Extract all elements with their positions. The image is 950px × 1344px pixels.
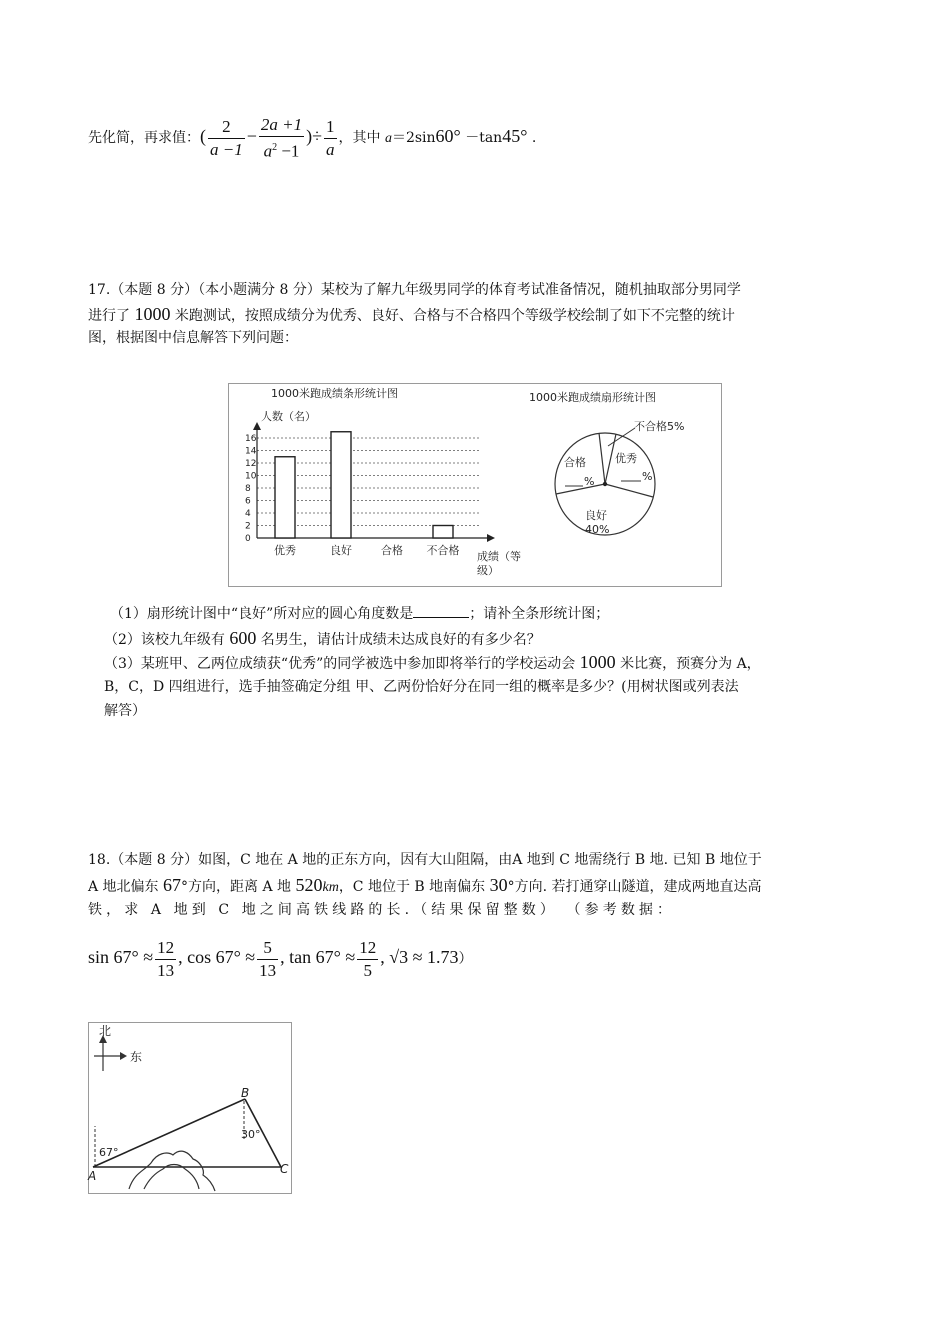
bar-chart (229, 384, 529, 584)
point-a-label: A (88, 1169, 97, 1183)
y-tick-label: 16 (245, 434, 257, 444)
bar-0 (275, 457, 295, 538)
y-tick-label: 12 (245, 459, 257, 469)
y-tick-label: 0 (245, 534, 251, 544)
pie-divider-3 (605, 484, 653, 497)
mountain-outline-inner (144, 1165, 199, 1190)
x-tick-label: 良好 (330, 544, 352, 557)
q18-line-3: 铁，求 A 地到 C 地之间高铁线路的长.（结果保留整数） （参考数据： (88, 902, 676, 918)
x-tick-label: 优秀 (274, 544, 296, 557)
q16-fraction-2: $\frac{2a +1}{a^2 -1}$ (260, 114, 303, 161)
east-label: 东 (130, 1050, 143, 1064)
statistics-figure (228, 383, 722, 587)
pie-label-good: 良好 (585, 509, 607, 522)
geometry-diagram (88, 1022, 292, 1194)
q16-prefix: 先化简，再求值： (88, 130, 200, 146)
north-label: 北 (99, 1024, 112, 1038)
q17-line-2: 进行了 1000 米跑测试，按照成绩分为优秀、良好、合格与不合格四个等级学校绘制了如下不完整的统计 (88, 304, 735, 324)
pie-center (603, 482, 607, 486)
y-tick-label: 8 (245, 484, 251, 494)
q16-fraction-1: $\frac{2}{a -1}$ (210, 116, 243, 159)
bar-chart-ylabel: 人数（名） (261, 410, 316, 423)
answer-blank[interactable] (413, 603, 469, 618)
pie-callout (608, 428, 635, 446)
q17-sub-3-line-3: 解答） (104, 703, 146, 719)
pie-label-excellent-pct: % (642, 470, 653, 483)
y-tick-label: 4 (245, 509, 251, 519)
angle-a-label: 67° (99, 1146, 119, 1159)
bar-chart-title: 1000米跑成绩条形统计图 (271, 387, 398, 400)
q18-line-1: 18.（本题 8 分）如图，C 地在 A 地的正东方向，因有大山阻隔，由A 地到 C 地需绕行 B 地. 已知 B 地位于 (88, 852, 762, 868)
q18-reference-data: sin 67° ≈ $\frac{12}{13}$ , cos 67° ≈ $\frac{5}{13}$ , tan 67° ≈ $\frac{12}{5}$ , √3 ≈ 1.73） (88, 937, 473, 980)
q16-expression: 先化简，再求值：( $\frac{2}{a -1}$ − $\frac{2a +1}{a^2 -1}$ )÷ $\frac{1}{a}$ ，其中 a＝2sin60° －tan45° . (88, 114, 537, 161)
q17-line-1: 17.（本题 8 分）（本小题满分 8 分）某校为了解九年级男同学的体育考试准备情况，随机抽取部分男同学 (88, 282, 741, 298)
q17-line-3: 图，根据图中信息解答下列问题： (88, 330, 298, 346)
angle-b-label: 30° (241, 1128, 261, 1141)
pie-chart (529, 384, 719, 584)
x-axis-arrow (487, 534, 495, 542)
pie-label-good-pct: 40% (585, 523, 610, 536)
bar-3 (433, 526, 453, 539)
q17-sub-2: （2）该校九年级有 600 名男生，请估计成绩未达成良好的有多少名？ (104, 628, 541, 648)
bar-1 (331, 432, 351, 538)
y-tick-label: 14 (245, 446, 257, 457)
q17-sub-1: （1）扇形统计图中“良好”所对应的圆心角度数是 ；请补全条形统计图； (110, 603, 609, 624)
bar-chart-xlabel-2: 级） (477, 564, 499, 577)
point-c-label: C (280, 1162, 289, 1176)
y-tick-label: 6 (245, 496, 251, 507)
q16-fraction-3: $\frac{1}{a}$ (326, 116, 335, 159)
y-tick-label: 2 (245, 521, 251, 532)
pie-label-pass-pct: % (584, 475, 595, 488)
x-tick-label: 不合格 (426, 544, 460, 557)
point-b-label: B (241, 1086, 250, 1100)
pie-divider-1 (599, 433, 605, 484)
q17-sub-3: （3）某班甲、乙两位成绩获“优秀”的同学被选中参加即将举行的学校运动会 1000 米比赛，预赛分为 A， (104, 652, 761, 672)
mountain-outline (129, 1151, 215, 1191)
x-tick-label: 合格 (381, 544, 403, 557)
y-axis-arrow (253, 422, 261, 430)
pie-label-pass: 合格 (564, 456, 586, 469)
pie-label-excellent: 优秀 (615, 452, 637, 465)
pie-chart-title: 1000米跑成绩扇形统计图 (529, 391, 656, 404)
compass-east-arrow (120, 1052, 127, 1060)
q17-sub-3-line-2: B，C，D 四组进行，选手抽签确定分组 甲、乙两份恰好分在同一组的概率是多少？(用树状图或列表法 (104, 679, 739, 695)
q18-line-2: A 地北偏东 67°方向，距离 A 地 520km，C 地位于 B 地南偏东 30°方向. 若打通穿山隧道，建成两地直达高 (88, 875, 762, 895)
y-tick-label: 10 (245, 471, 257, 482)
geometry-svg (89, 1023, 291, 1193)
bar-chart-xlabel: 成绩（等 (477, 550, 521, 563)
pie-label-fail: 不合格5% (634, 420, 685, 433)
